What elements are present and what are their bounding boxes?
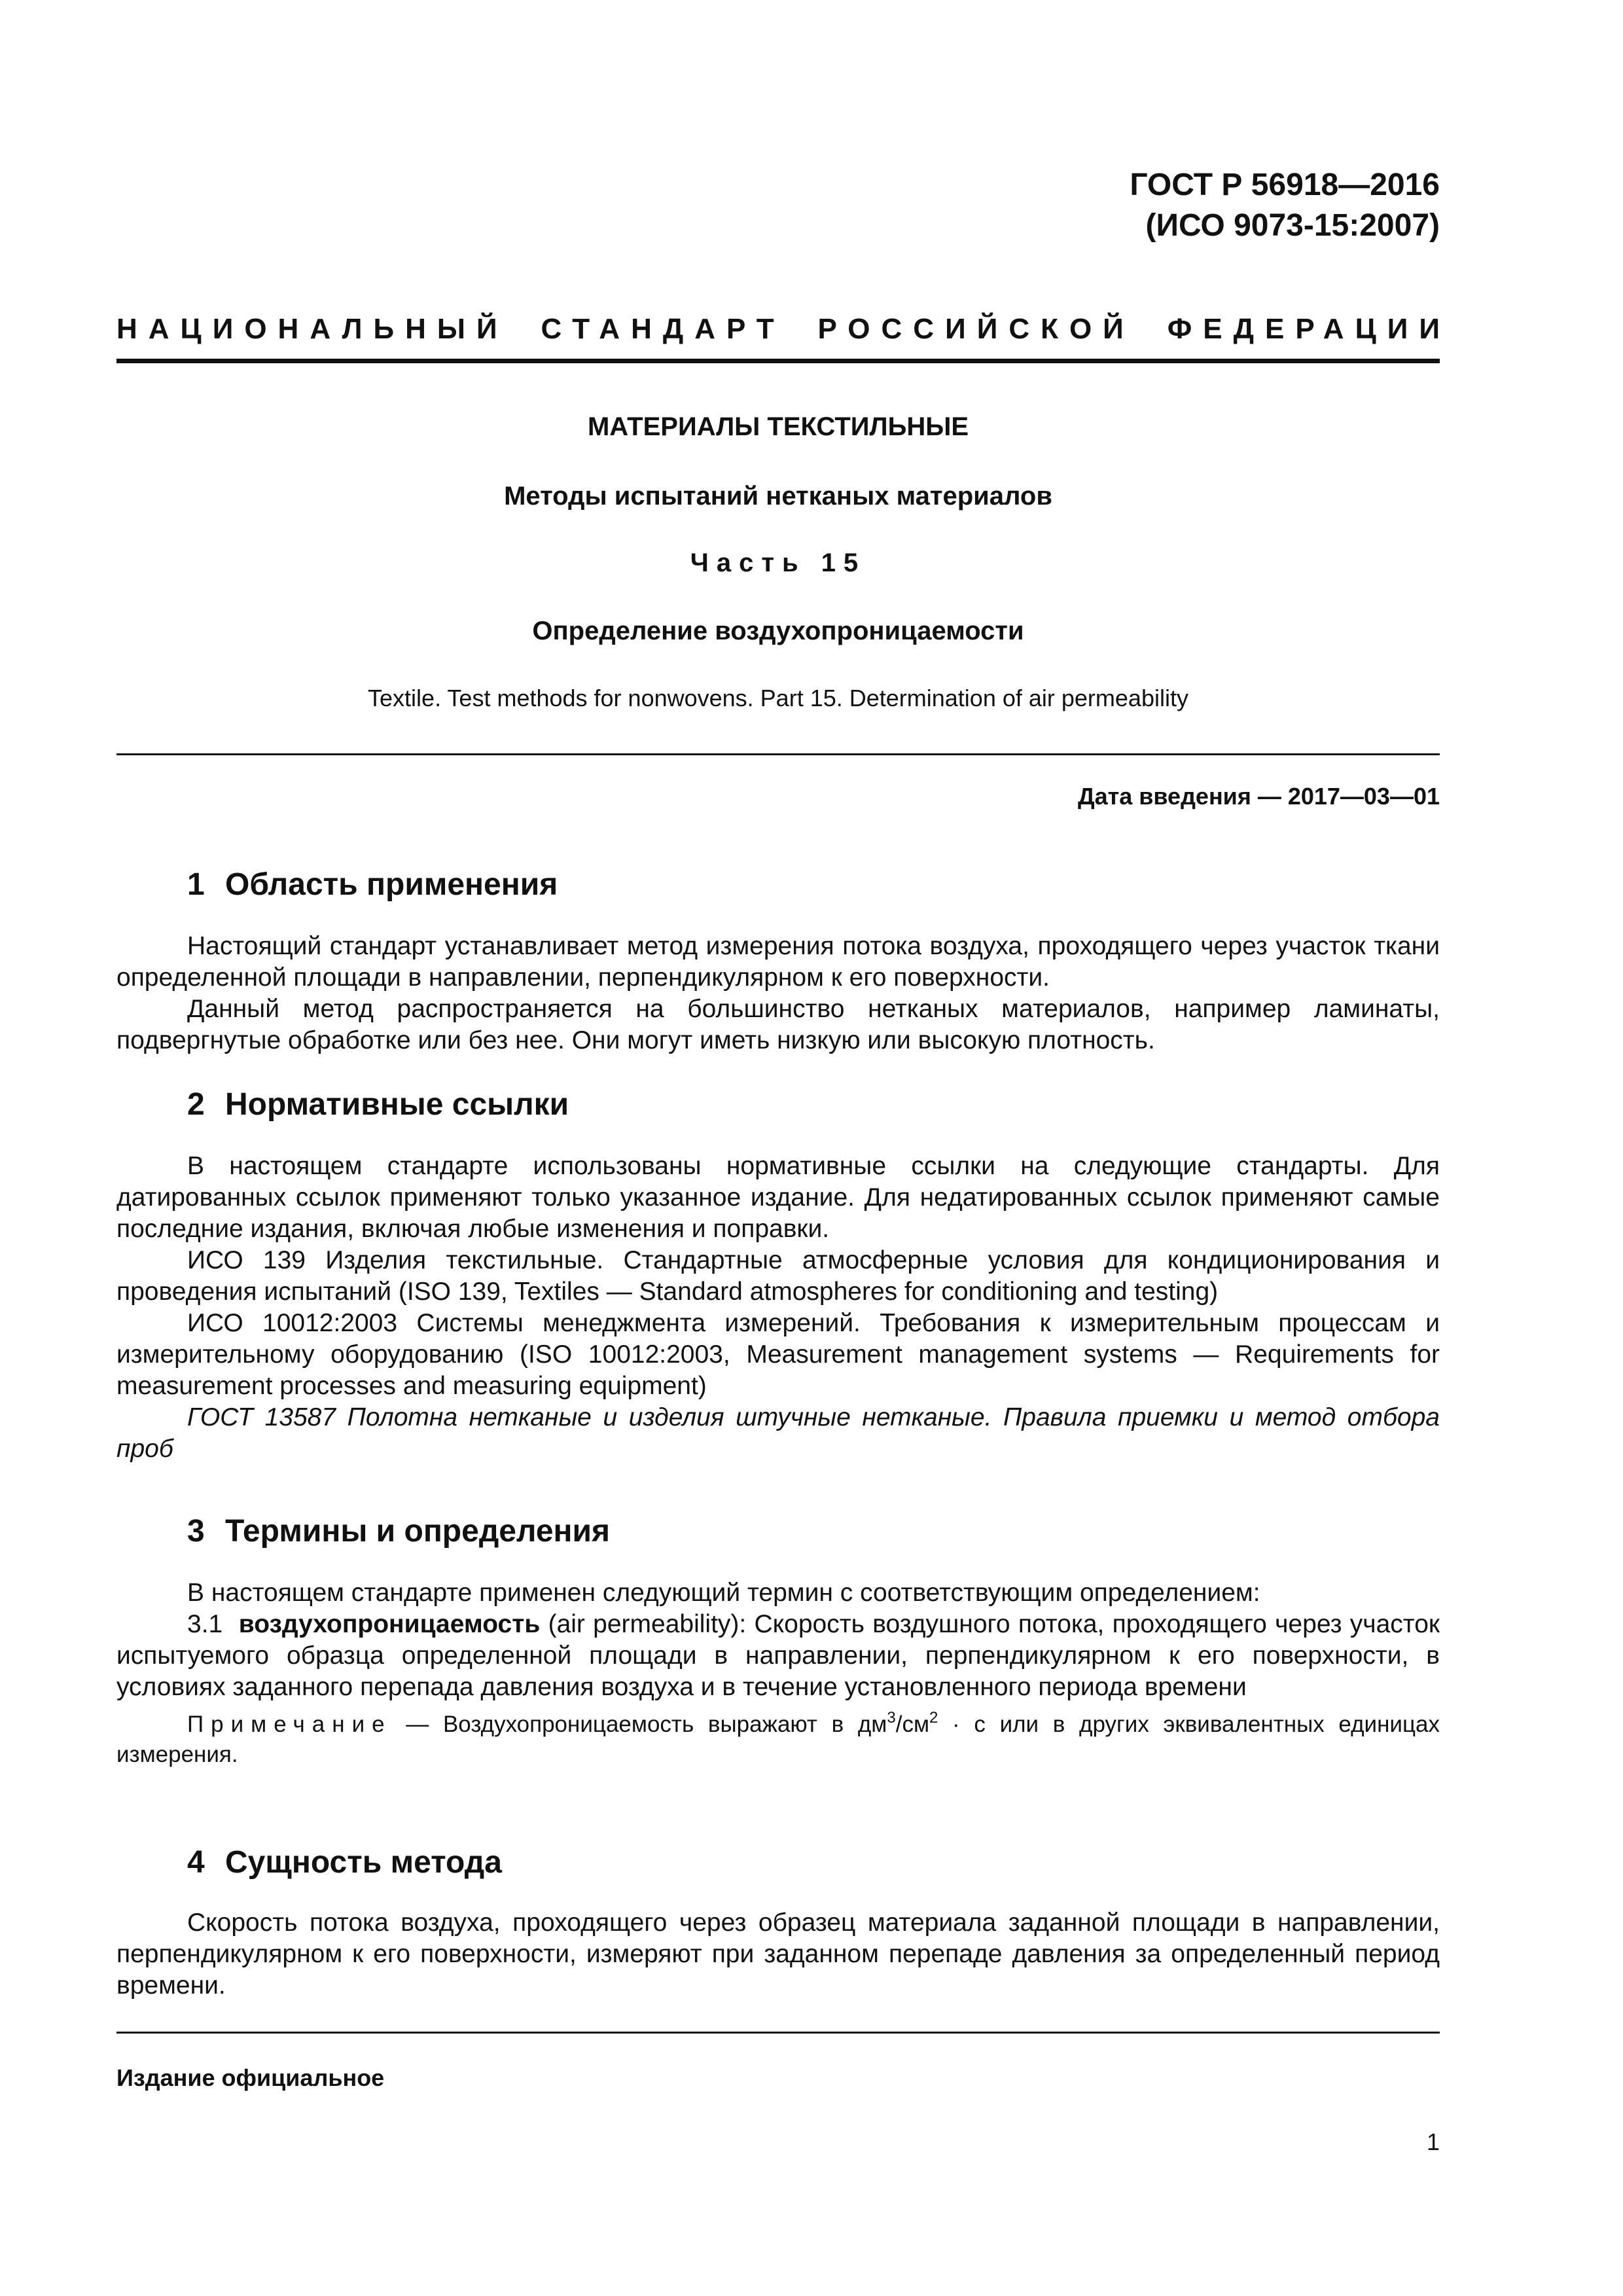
note-sup-a: 3 — [887, 1709, 896, 1727]
term-definition — [116, 1609, 1440, 1703]
banner-word-1: НАЦИОНАЛЬНЫЙ — [116, 313, 508, 345]
section-2-body — [116, 1151, 1440, 1465]
section-1-title: Область применения — [225, 867, 558, 902]
note-sup-b: 2 — [929, 1709, 938, 1727]
term-name: воздухопроницаемость — [238, 1610, 541, 1638]
section-4-paragraph-1: Скорость потока воздуха, проходящего через образец материала заданной площади в направлении, перпендикулярном к его поверхности, измеряют при заданном перепаде давления за определенный период времени. — [116, 1909, 1440, 2000]
section-4-title: Сущность метода — [225, 1845, 502, 1880]
gost-number: ГОСТ Р 56918—2016 — [1130, 168, 1440, 202]
banner-word-3: РОССИЙСКОЙ — [817, 313, 1135, 345]
official-edition-label: Издание официальное — [116, 2064, 385, 2091]
note-text-a: — Воздухопроницаемость выражают в дм — [391, 1712, 887, 1737]
note — [116, 1710, 1440, 1770]
reference-iso-10012: ИСО 10012:2003 Системы менеджмента измерений. Требования к измерительным процессам и измерительному оборудованию (ISO 10012:2003, Measurement management systems — Requirements for measurement processes and measuring equipment) — [116, 1309, 1440, 1400]
document-subtitle: Методы испытаний нетканых материалов — [504, 482, 1052, 511]
english-title: Textile. Test methods for nonwovens. Part 15. Determination of air permeability — [368, 685, 1188, 711]
header-divider — [116, 359, 1440, 363]
section-1-body — [116, 931, 1440, 1056]
banner-word-4: ФЕДЕРАЦИИ — [1167, 313, 1451, 345]
title-divider — [116, 753, 1440, 755]
section-4-number: 4 — [187, 1845, 205, 1880]
section-1-paragraph-2: Данный метод распространяется на большинство нетканых материалов, например ламинаты, подвергнутые обработке или без нее. Они могут иметь низкую или высокую плотность. — [116, 995, 1440, 1054]
page-number: 1 — [1426, 2128, 1440, 2155]
section-3-heading — [187, 1513, 610, 1549]
banner-word-2: СТАНДАРТ — [541, 313, 785, 345]
term-definition-text: (air permeability): Скорость воздушного потока, проходящего через участок испытуемого образца определенной площади в направлении, перпендикулярном к его поверхности, в условиях заданного перепада давления воздуха и в течение установленного периода времени — [116, 1610, 1440, 1701]
section-3-paragraph-1: В настоящем стандарте применен следующий термин с соответствующим определением: — [187, 1579, 1260, 1607]
term-number: 3.1 — [187, 1610, 223, 1638]
section-2-number: 2 — [187, 1087, 205, 1122]
section-1-paragraph-1: Настоящий стандарт устанавливает метод измерения потока воздуха, проходящего через участок ткани определенной площади в направлении, перпендикулярном к его поверхности. — [116, 932, 1440, 992]
footer-divider — [116, 2032, 1440, 2034]
reference-gost-13587: ГОСТ 13587 Полотна нетканые и изделия штучные нетканые. Правила приемки и метод отбора проб — [116, 1403, 1440, 1463]
section-3-body — [116, 1577, 1440, 1770]
document-title: МАТЕРИАЛЫ ТЕКСТИЛЬНЫЕ — [587, 412, 969, 441]
reference-iso-139: ИСО 139 Изделия текстильные. Стандартные атмосферные условия для кондиционирования и проведения испытаний (ISO 139, Textiles — Standard atmospheres for conditioning and testing) — [116, 1246, 1440, 1306]
document-subject: Определение воздухопроницаемости — [532, 617, 1024, 645]
section-4-body — [116, 1907, 1440, 2001]
standard-designation — [1130, 165, 1440, 246]
section-2-heading — [187, 1086, 569, 1122]
national-standard-banner — [116, 313, 1451, 346]
section-3-title: Термины и определения — [225, 1514, 611, 1549]
section-1-heading — [187, 867, 558, 903]
section-2-title: Нормативные ссылки — [225, 1087, 569, 1122]
section-3-number: 3 — [187, 1514, 205, 1549]
section-1-number: 1 — [187, 867, 205, 902]
iso-number: (ИСО 9073-15:2007) — [1145, 208, 1440, 243]
note-text-b: /см — [895, 1712, 930, 1737]
introduction-date: Дата введения — 2017—03—01 — [1077, 783, 1440, 810]
note-text-c: · с или в других эквивалентных единицах измерения. — [116, 1712, 1440, 1767]
section-4-heading — [187, 1844, 502, 1880]
document-part: Часть 15 — [690, 548, 866, 577]
note-label: Примечание — [187, 1712, 392, 1737]
section-2-paragraph-1: В настоящем стандарте использованы нормативные ссылки на следующие стандарты. Для датированных ссылок применяют только указанное издание. Для недатированных ссылок применяют самые последние издания, включая любые изменения и поправки. — [116, 1152, 1440, 1243]
